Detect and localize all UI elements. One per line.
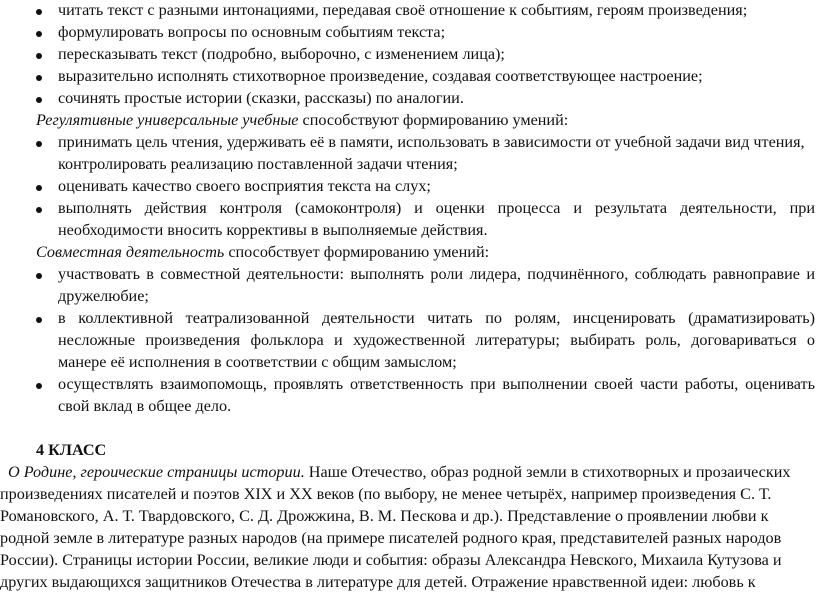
- paragraph-text: Наше Отечество, образ родной земли в стихотворных и прозаических: [304, 463, 791, 481]
- list-item-continuation: свой вклад в общее дело.: [58, 397, 232, 415]
- bullet: [36, 141, 42, 147]
- list-item: сочинять простые истории (сказки, рассказы) по аналогии.: [58, 89, 464, 107]
- bullet: [36, 185, 42, 191]
- paragraph-line: России). Страницы истории России, великие люди и события: образы Александра Невского, Михаила Кутузова и: [0, 551, 782, 569]
- bullet: [36, 31, 42, 37]
- list-item: принимать цель чтения, удерживать её в памяти, использовать в зависимости от учебной задачи вид чтения,: [58, 133, 805, 151]
- list-item-continuation: необходимости вносить коррективы в выполняемые действия.: [58, 221, 488, 239]
- paragraph-heading: [36, 110, 568, 131]
- list-item: выполнять действия контроля (самоконтроля) и оценки процесса и результата деятельности, при: [58, 199, 815, 217]
- list-item-continuation: манере её исполнения в соответствии с общим замыслом;: [58, 353, 457, 371]
- list-item: читать текст с разными интонациями, передавая своё отношение к событиям, героям произведения;: [58, 1, 748, 19]
- list-item-continuation: дружелюбие;: [58, 287, 149, 305]
- list-item: в коллективной театрализованной деятельности читать по ролям, инсценировать (драматизировать): [58, 309, 815, 327]
- heading-italic: Совместная деятельность: [36, 243, 225, 261]
- paragraph-line: других выдающихся защитников Отечества в литературе для детей. Отражение нравственной идеи: любовь к: [0, 573, 756, 591]
- list-item: формулировать вопросы по основным событиям текста;: [58, 23, 446, 41]
- paragraph-line: [8, 462, 791, 483]
- list-item: осуществлять взаимопомощь, проявлять ответственность при выполнении своей части работы, оценивать: [58, 375, 815, 393]
- paragraph-line: Романовского, А. Т. Твардовского, С. Д. Дрожжина, В. М. Пескова и др.). Представление о проявлении любви к: [0, 507, 769, 525]
- paragraph-heading: [36, 242, 489, 263]
- heading-text: способствуют формированию умений:: [298, 111, 569, 129]
- bullet: [36, 9, 42, 15]
- bullet: [36, 53, 42, 59]
- list-item: оценивать качество своего восприятия текста на слух;: [58, 177, 431, 195]
- heading-italic: Регулятивные универсальные учебные: [36, 111, 299, 129]
- list-item-continuation: несложные произведения фольклора и художественной литературы; выбирать роль, договариваться о: [58, 331, 815, 349]
- bullet: [36, 273, 42, 279]
- section-title-text: 4 КЛАСС: [36, 441, 107, 459]
- bullet: [36, 207, 42, 213]
- bullet: [36, 317, 42, 323]
- list-item: выразительно исполнять стихотворное произведение, создавая соответствующее настроение;: [58, 67, 703, 85]
- list-item: пересказывать текст (подробно, выборочно, с изменением лица);: [58, 45, 505, 63]
- bullet: [36, 75, 42, 81]
- heading-text: способствует формированию умений:: [224, 243, 490, 261]
- list-item-continuation: контролировать реализацию поставленной задачи чтения;: [58, 155, 458, 173]
- bullet: [36, 383, 42, 389]
- paragraph-line: родной земле в литературе разных народов (на примере писателей родного края, представителей разных народов: [0, 529, 782, 547]
- paragraph-italic: О Родине, героические страницы истории.: [8, 463, 305, 481]
- bullet: [36, 97, 42, 103]
- paragraph-line: произведениях писателей и поэтов XIX и XX веков (по выбору, не менее четырёх, например произведения С. Т.: [0, 485, 772, 503]
- list-item: участвовать в совместной деятельности: выполнять роли лидера, подчинённого, соблюдать равноправие и: [58, 265, 815, 283]
- section-title: [36, 440, 106, 461]
